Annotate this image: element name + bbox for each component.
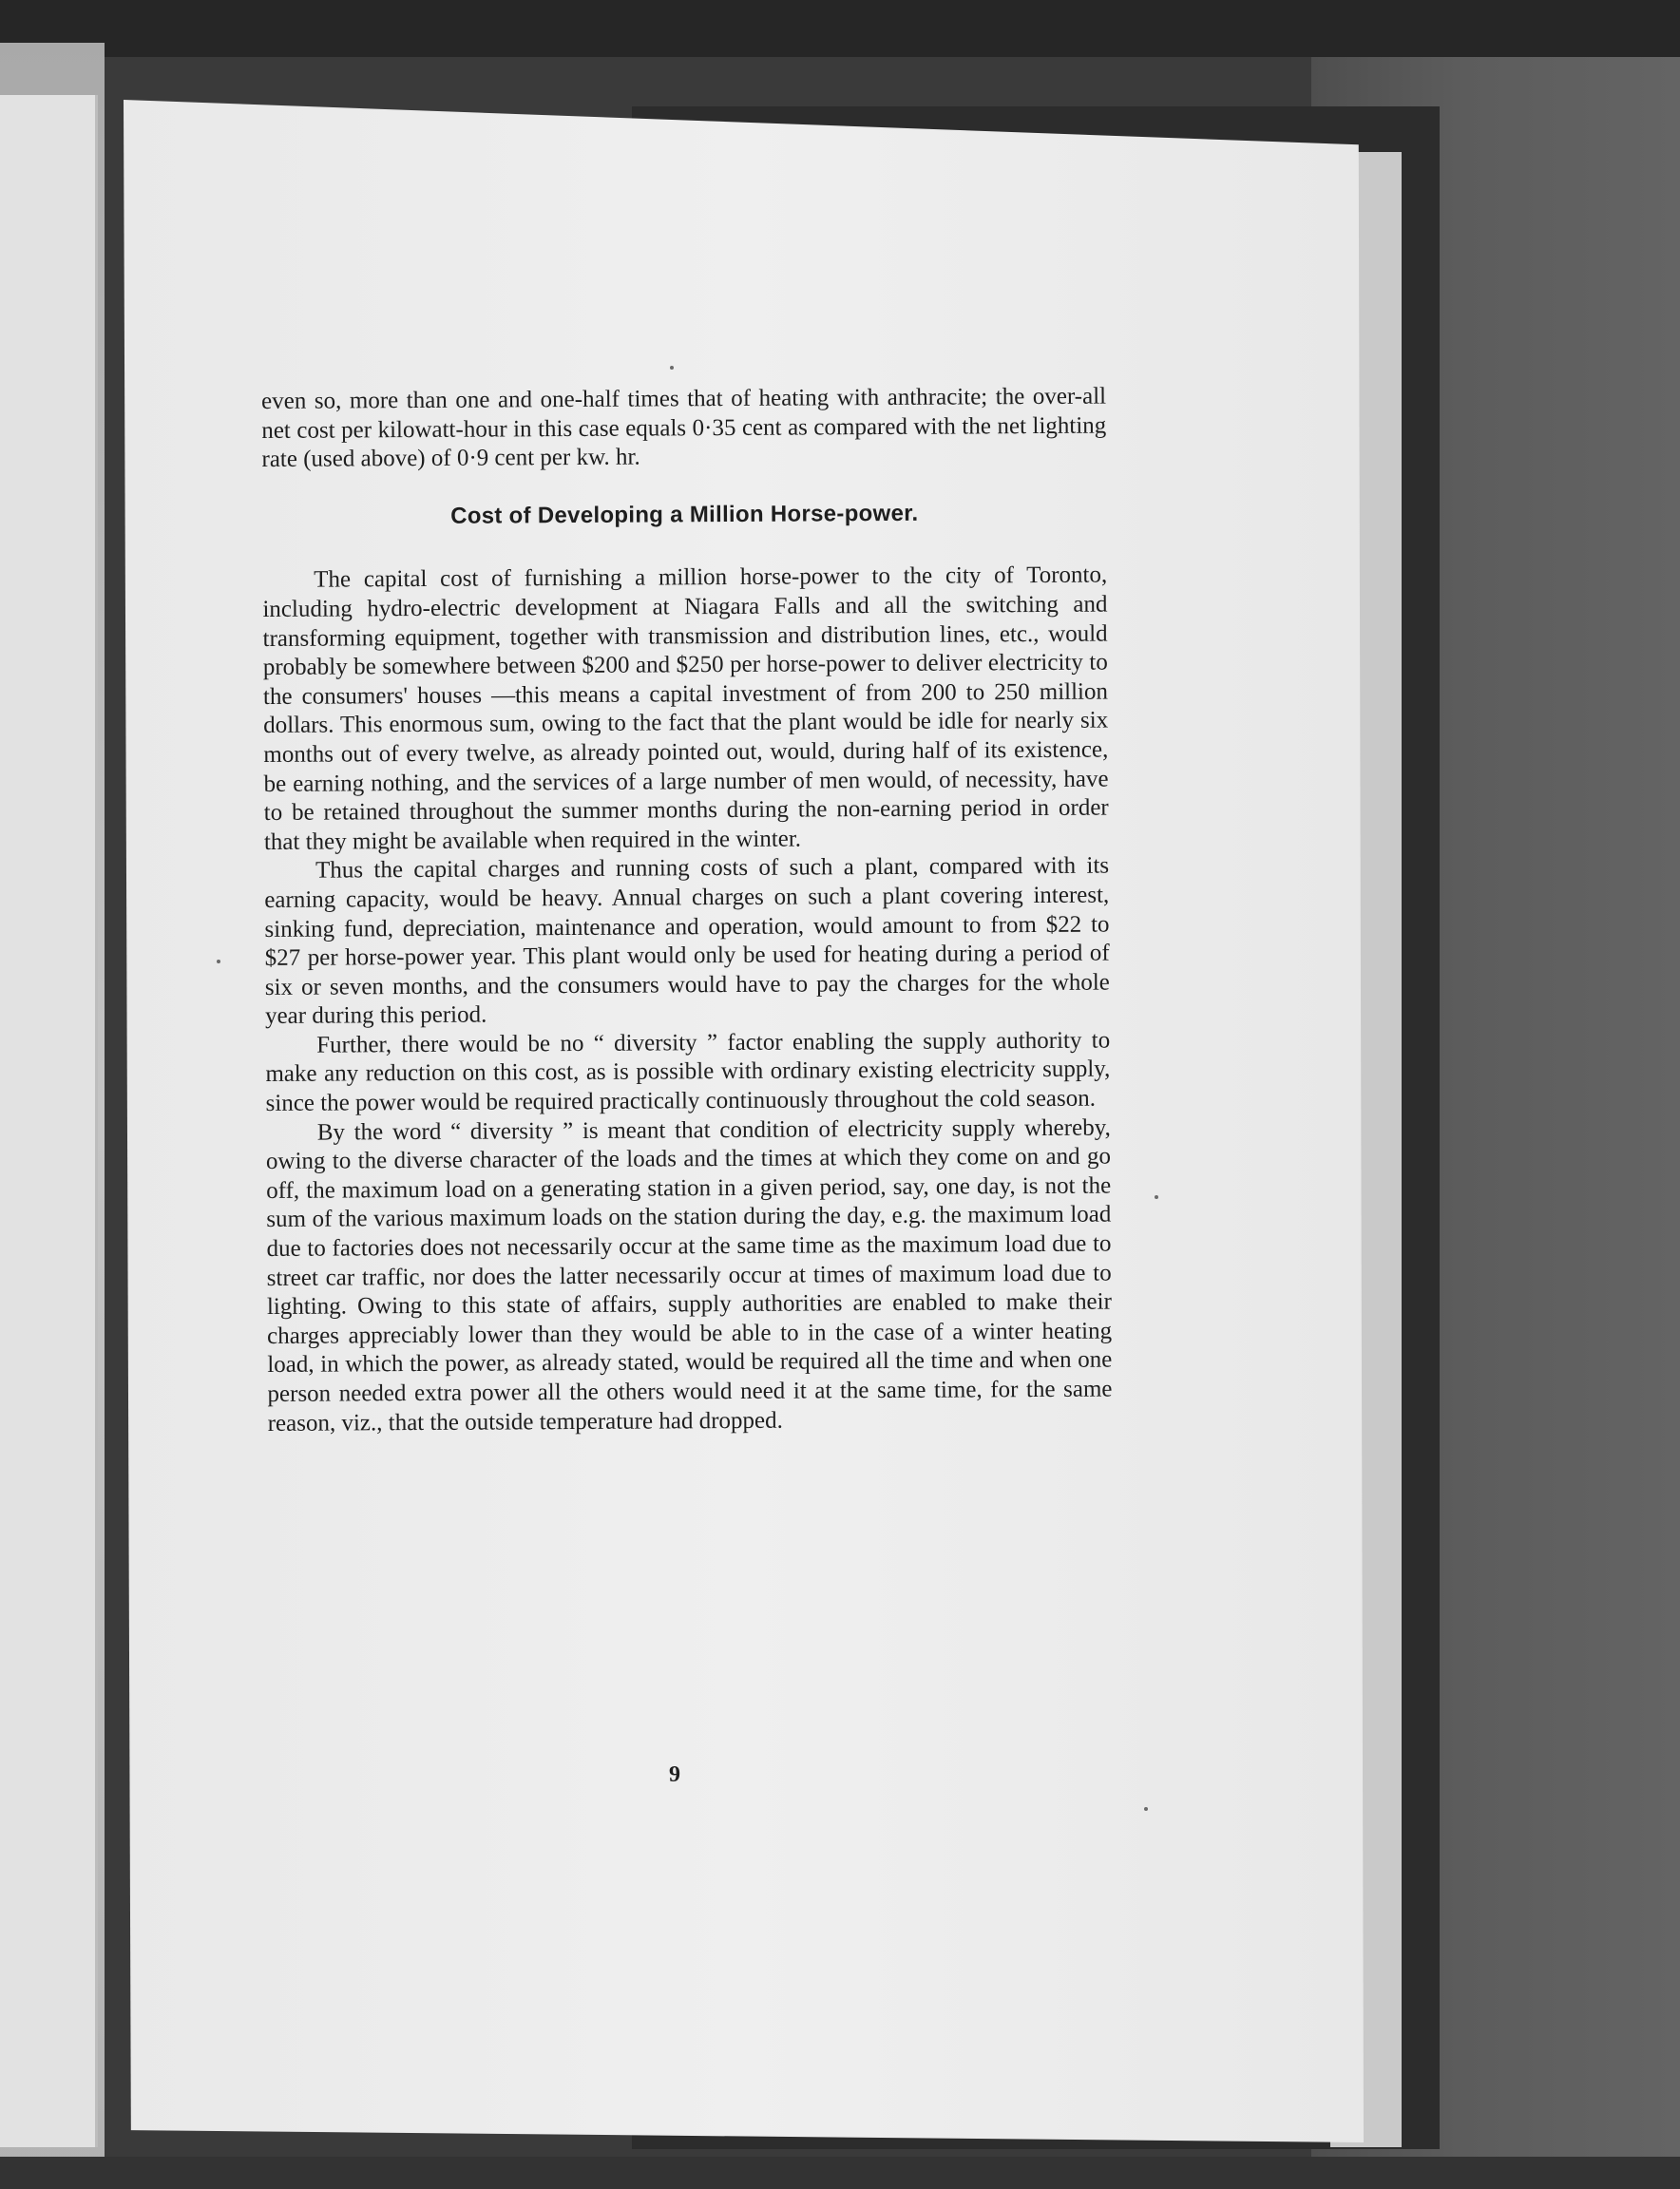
print-speck <box>670 366 674 370</box>
print-speck <box>217 960 220 963</box>
facing-page-edge <box>0 95 98 2147</box>
body-paragraph-capital-cost: The capital cost of furnishing a million horse-power to the city of Toronto, including hydro-electric development at Niagara Falls and all the switching and transforming equipment, together with transmission and distribution lines, etc., would probably be somewhere between $200 and $250 per horse-power to deliver electricity to the consumers' houses —this means a capital investment of from 200 to 250 million dollars. This enormous sum, owing to the fact that the plant would be idle for nearly six months out of every twelve, as already pointed out, would, during half of its existence, be earning nothing, and the services of a large number of men would, of necessity, have to be retained throughout the summer months during the non-earning period in order that they might be available when required in the winter. <box>262 562 1109 855</box>
body-paragraph-running-costs: Thus the capital charges and running costs of such a plant, compared with its earning capacity, would be heavy. Annual charges on such a plant covering interest, sinking fund, depreciation, maintenance and operation, would amount to from $22 to $27 per horse-power year. This plant would only be used for heating during a period of six or seven months, and the consumers would have to pay the charges for the whole year during this period. <box>264 852 1110 1030</box>
body-paragraph-diversity-definition: By the word “ diversity ” is meant that condition of electricity supply whereby, owing to the diverse character of the loads and the times at which they come on and go off, the maximum load on a generating station in a given period, say, one day, is not the sum of the various maximum loads on the station during the day, e.g. the maximum load due to factories does not necessarily occur at the same time as the maximum load due to street car traffic, nor does the latter necessarily occur at times of maximum load due to lighting. Owing to this state of affairs, supply authorities are enabled to make their charges appreciably lower than they would be able to in the case of a winter heating load, in which the power, as already stated, would be required all the time and when one person needed extra power all the others would need it at the same time, for the same reason, viz., that the outside temperature had dropped. <box>265 1114 1113 1437</box>
body-paragraph-diversity-factor: Further, there would be no “ diversity ” factor enabling the supply authority to make any reduction on this cost, as is possible with ordinary existing electricity supply, since the power would be required practically continuously throughout the cold season. <box>265 1027 1111 1117</box>
opening-paragraph: even so, more than one and one-half times that of heating with anthracite; the over-all net cost per kilowatt-hour in this case equals 0·35 cent as compared with the net lighting rate (used above) of 0·9 cent per kw. hr. <box>261 383 1107 473</box>
page-text-body <box>261 383 1113 1439</box>
page-number: 9 <box>669 1762 680 1787</box>
print-speck <box>1144 1807 1148 1811</box>
scan-background-top <box>0 0 1680 57</box>
scan-background-bottom <box>0 2157 1680 2189</box>
section-heading: Cost of Developing a Million Horse-power. <box>450 500 919 529</box>
print-speck <box>1155 1195 1158 1199</box>
